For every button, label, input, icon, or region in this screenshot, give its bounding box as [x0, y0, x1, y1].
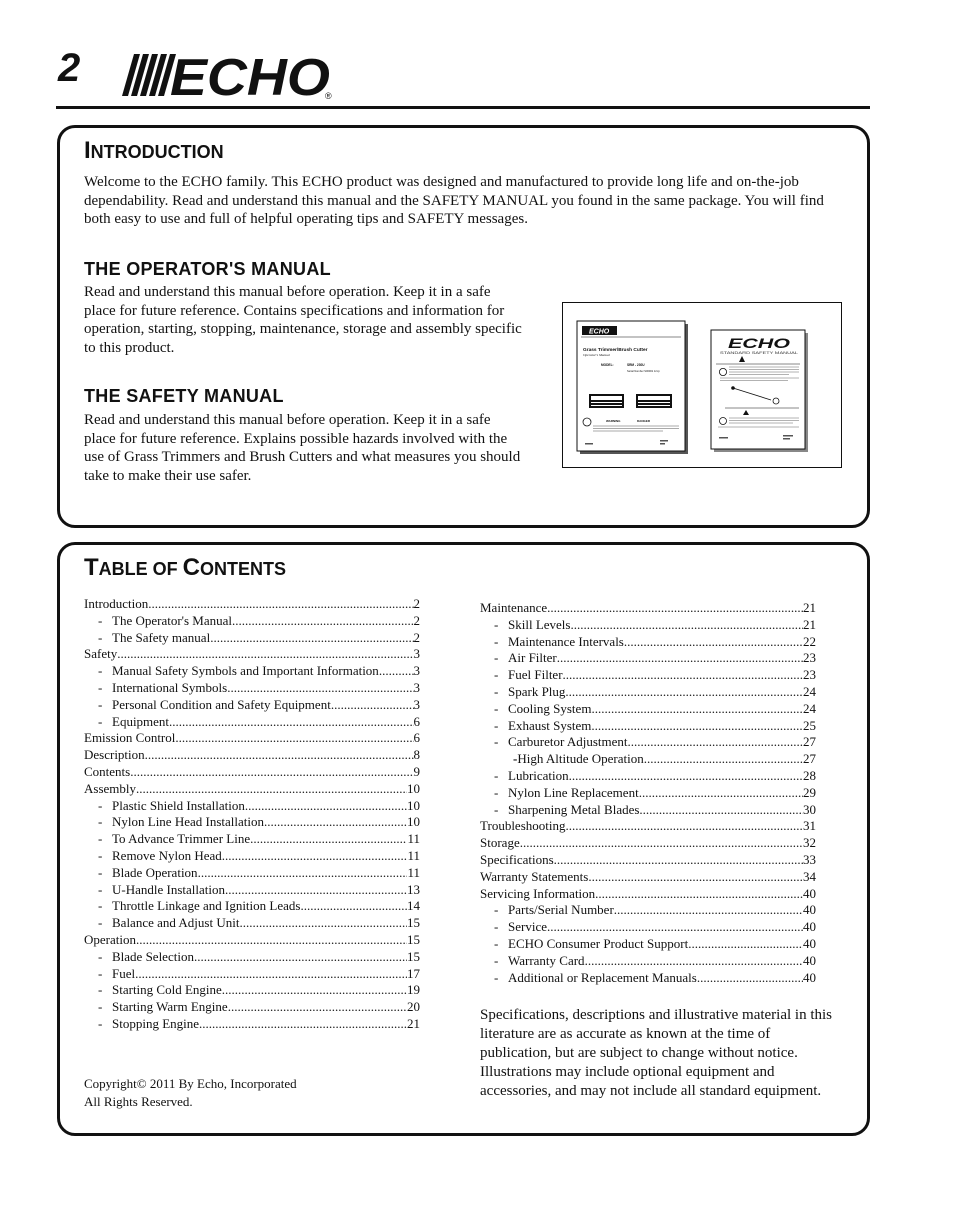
toc-leader-dots: [624, 634, 803, 651]
manual-covers-illustration: [562, 302, 842, 468]
toc-leader-dots: [565, 684, 803, 701]
toc-dash: -: [494, 700, 499, 716]
toc-entry-page: 3: [413, 679, 420, 695]
toc-entry: [480, 701, 816, 718]
toc-dash: -: [98, 864, 103, 880]
toc-leader-dots: [225, 882, 407, 899]
toc-entry: [480, 902, 816, 919]
toc-dash: -: [494, 784, 499, 800]
toc-dash: -: [513, 751, 518, 767]
toc-entry-label: Stopping Engine: [112, 1015, 200, 1031]
toc-entry-page: 11: [407, 864, 420, 880]
toc-entry: [480, 835, 816, 852]
toc-entry-page: 40: [803, 952, 816, 968]
toc-leader-dots: [547, 600, 803, 617]
toc-leader-dots: [569, 768, 803, 785]
toc-entry-page: 40: [803, 902, 816, 918]
toc-dash: -: [98, 999, 103, 1015]
toc-entry-page: 6: [413, 730, 420, 746]
toc-entry-page: 6: [413, 713, 420, 729]
toc-entry-page: 8: [413, 747, 420, 763]
toc-entry: [480, 617, 816, 634]
toc-dash: -: [494, 616, 499, 632]
toc-leader-dots: [644, 751, 803, 768]
toc-entry-label: Starting Warm Engine: [112, 999, 228, 1015]
toc-entry-label: Maintenance: [480, 600, 548, 615]
toc-entry-page: 10: [407, 780, 420, 796]
toc-entry-page: 2: [413, 629, 420, 645]
toc-entry-page: 21: [803, 616, 816, 632]
toc-entry: [84, 697, 420, 714]
toc-entry-label: Blade Operation: [112, 864, 198, 880]
toc-entry: [480, 970, 816, 987]
toc-entry: [480, 886, 816, 903]
toc-entry-page: 13: [407, 881, 420, 897]
toc-leader-dots: [169, 714, 413, 731]
toc-entry-page: 23: [803, 650, 816, 666]
toc-entry: [480, 953, 816, 970]
toc-entry: [480, 667, 816, 684]
toc-entry-page: 21: [803, 600, 816, 615]
toc-leader-dots: [557, 650, 803, 667]
toc-dash: -: [494, 969, 499, 985]
toc-entry-label: Manual Safety Symbols and Important Information: [112, 663, 379, 679]
svg-text:Serial Number S00001 & Up: Serial Number S00001 & Up: [627, 370, 660, 373]
toc-right-column: [480, 600, 816, 986]
toc-leader-dots: [688, 936, 803, 953]
toc-leader-dots: [595, 886, 803, 903]
toc-dash: -: [98, 982, 103, 998]
copyright-line: Copyright© 2011 By Echo, Incorporated: [84, 1076, 297, 1091]
toc-entry-label: Air Filter: [508, 650, 557, 666]
toc-entry: [480, 852, 816, 869]
toc-entry-label: Equipment: [112, 713, 170, 729]
toc-entry: [84, 798, 420, 815]
toc-entry-label: International Symbols: [112, 679, 228, 695]
toc-leader-dots: [136, 932, 407, 949]
toc-entry-page: 17: [407, 965, 420, 981]
toc-entry: [84, 680, 420, 697]
operators-manual-heading: THE OPERATOR'S MANUAL: [84, 259, 331, 279]
specifications-disclaimer: Specifications, descriptions and illustrative material in this literature are as accurate as known at the time of publication, but are subject to change without notice. Illustrations may include optional equipment and accessories, and may not include all standard equipment.: [480, 1007, 833, 1099]
toc-entry: [480, 802, 816, 819]
toc-entry: [480, 751, 816, 768]
toc-leader-dots: [222, 848, 408, 865]
toc-leader-dots: [210, 630, 413, 647]
toc-leader-dots: [614, 902, 803, 919]
toc-entry: [84, 596, 420, 613]
toc-entry: [84, 747, 420, 764]
toc-leader-dots: [554, 852, 803, 869]
toc-leader-dots: [264, 814, 407, 831]
toc-entry: [480, 718, 816, 735]
toc-entry-label: Specifications: [480, 851, 554, 867]
toc-leader-dots: [570, 617, 803, 634]
toc-leader-dots: [232, 613, 413, 630]
toc-leader-dots: [198, 865, 408, 882]
toc-entry: [84, 764, 420, 781]
toc-entry-page: 32: [803, 835, 816, 851]
toc-dash: -: [494, 717, 499, 733]
toc-entry-label: Sharpening Metal Blades: [508, 801, 640, 817]
toc-entry-label: Plastic Shield Installation: [112, 797, 245, 813]
toc-entry-label: Contents: [84, 763, 131, 779]
toc-entry-page: 3: [413, 646, 420, 662]
svg-text:Operator's Manual: Operator's Manual: [583, 353, 610, 357]
toc-leader-dots: [136, 781, 407, 798]
table-of-contents-title: TABLE OF CONTENTS: [84, 554, 287, 581]
toc-entry-page: 19: [407, 982, 420, 998]
toc-dash: -: [494, 801, 499, 817]
toc-entry-page: 24: [803, 683, 816, 699]
toc-entry-page: 11: [407, 847, 420, 863]
toc-entry: [84, 966, 420, 983]
svg-text:SRM - 230U: SRM - 230U: [627, 363, 645, 367]
toc-dash: -: [494, 767, 499, 783]
toc-entry-page: 3: [413, 696, 420, 712]
toc-entry-label: Parts/Serial Number: [508, 902, 614, 918]
toc-leader-dots: [117, 646, 413, 663]
toc-entry: [84, 613, 420, 630]
toc-entry-label: Carburetor Adjustment: [508, 734, 628, 750]
toc-entry: [84, 915, 420, 932]
toc-entry-page: 23: [803, 667, 816, 683]
copyright-notice: [84, 1075, 297, 1110]
toc-entry-label: Warranty Card: [508, 952, 585, 968]
toc-dash: -: [98, 915, 103, 931]
toc-entry-page: 10: [407, 797, 420, 813]
toc-entry-page: 31: [803, 818, 816, 834]
toc-entry-label: Warranty Statements: [480, 868, 589, 884]
toc-entry: [480, 684, 816, 701]
toc-entry-label: Spark Plug: [508, 683, 566, 699]
toc-entry-page: 22: [803, 633, 816, 649]
safety-manual-heading: THE SAFETY MANUAL: [84, 386, 284, 406]
toc-dash: -: [494, 633, 499, 649]
toc-leader-dots: [250, 831, 407, 848]
toc-entry-page: 40: [803, 919, 816, 935]
toc-entry: [480, 634, 816, 651]
toc-leader-dots: [145, 747, 414, 764]
toc-entry-label: The Operator's Manual: [112, 612, 233, 628]
toc-entry: [84, 663, 420, 680]
toc-entry-label: Fuel: [112, 965, 136, 981]
toc-entry: [84, 865, 420, 882]
toc-entry-label: To Advance Trimmer Line: [112, 831, 251, 847]
toc-leader-dots: [331, 697, 414, 714]
toc-leader-dots: [639, 785, 803, 802]
toc-leader-dots: [591, 718, 803, 735]
toc-entry: [84, 630, 420, 647]
toc-entry-label: Description: [84, 747, 145, 763]
toc-entry-label: Exhaust System: [508, 717, 592, 733]
toc-dash: -: [98, 814, 103, 830]
toc-dash: -: [98, 696, 103, 712]
toc-leader-dots: [228, 999, 407, 1016]
toc-dash: -: [494, 902, 499, 918]
toc-dash: -: [98, 797, 103, 813]
toc-leader-dots: [194, 949, 407, 966]
toc-entry: [84, 999, 420, 1016]
toc-dash: -: [494, 734, 499, 750]
toc-entry-label: High Altitude Operation: [517, 751, 644, 767]
toc-dash: -: [98, 679, 103, 695]
toc-dash: -: [98, 1015, 103, 1031]
toc-leader-dots: [148, 596, 413, 613]
toc-dash: -: [494, 935, 499, 951]
toc-leader-dots: [135, 966, 407, 983]
toc-entry-page: 25: [803, 717, 816, 733]
toc-dash: -: [98, 629, 103, 645]
toc-leader-dots: [563, 667, 803, 684]
toc-entry: [480, 919, 816, 936]
toc-leader-dots: [175, 730, 413, 747]
toc-entry-label: Operation: [84, 931, 136, 947]
echo-logo: [120, 52, 342, 100]
toc-entry-page: 21: [407, 1015, 420, 1031]
toc-entry-page: 40: [803, 935, 816, 951]
toc-leader-dots: [199, 1016, 407, 1033]
toc-entry: [480, 936, 816, 953]
toc-entry-page: 27: [803, 751, 816, 767]
svg-text:ECHO: ECHO: [589, 328, 610, 336]
toc-entry: [480, 785, 816, 802]
toc-entry-label: Fuel Filter: [508, 667, 563, 683]
toc-leader-dots: [222, 982, 407, 999]
toc-entry-page: 2: [413, 596, 420, 611]
toc-entry: [480, 818, 816, 835]
toc-dash: -: [98, 847, 103, 863]
toc-dash: -: [98, 965, 103, 981]
toc-entry: [84, 932, 420, 949]
toc-leader-dots: [379, 663, 414, 680]
toc-entry-label: Assembly: [84, 780, 136, 796]
toc-entry-page: 3: [413, 663, 420, 679]
toc-entry-page: 2: [413, 612, 420, 628]
toc-entry: [480, 650, 816, 667]
toc-entry-label: Throttle Linkage and Ignition Leads: [112, 898, 301, 914]
operators-manual-body: Read and understand this manual before operation. Keep it in a safe place for future reference. Contains specifications and information for operation, starting, stopping, maintenance, storage and assembly specific to this product.: [84, 284, 522, 356]
toc-entry-page: 34: [803, 868, 816, 884]
toc-dash: -: [494, 683, 499, 699]
toc-entry-label: Remove Nylon Head: [112, 847, 222, 863]
header-rule: [56, 106, 870, 109]
toc-entry-label: Storage: [480, 835, 520, 851]
toc-leader-dots: [591, 701, 803, 718]
toc-leader-dots: [697, 970, 803, 987]
toc-entry: [84, 831, 420, 848]
toc-entry-label: The Safety manual: [112, 629, 211, 645]
toc-entry-label: Starting Cold Engine: [112, 982, 222, 998]
toc-entry: [84, 982, 420, 999]
toc-entry-label: Blade Selection: [112, 948, 194, 964]
toc-entry-label: Safety: [84, 646, 118, 662]
toc-dash: -: [98, 948, 103, 964]
toc-entry: [84, 714, 420, 731]
toc-leader-dots: [565, 818, 803, 835]
toc-dash: -: [98, 881, 103, 897]
toc-leader-dots: [520, 835, 803, 852]
toc-entry-label: Emission Control: [84, 730, 176, 746]
toc-entry-label: Balance and Adjust Unit: [112, 915, 240, 931]
toc-entry: [84, 949, 420, 966]
operators-manual-cover: [577, 321, 688, 454]
toc-entry: [480, 768, 816, 785]
toc-entry: [84, 646, 420, 663]
svg-text:Grass Trimmer/Brush Cutter: Grass Trimmer/Brush Cutter: [583, 348, 648, 353]
toc-entry-label: ECHO Consumer Product Support: [508, 935, 689, 951]
toc-dash: -: [494, 667, 499, 683]
toc-entry-page: 30: [803, 801, 816, 817]
toc-entry-page: 20: [407, 999, 420, 1015]
toc-entry-label: Nylon Line Replacement: [508, 784, 639, 800]
toc-dash: -: [494, 952, 499, 968]
toc-dash: -: [494, 650, 499, 666]
toc-leader-dots: [588, 869, 803, 886]
toc-entry-label: Cooling System: [508, 700, 592, 716]
toc-entry-label: Troubleshooting: [480, 818, 566, 834]
toc-entry-label: Service: [508, 919, 547, 935]
toc-entry-page: 28: [803, 767, 816, 783]
introduction-body: Welcome to the ECHO family. This ECHO product was designed and manufactured to provide long life and on-the-job dependability. Read and understand this manual and the SAFETY MANUAL you found in the same package. You will find both easy to use and full of helpful operating tips and SAFETY messages.: [84, 174, 824, 227]
safety-manual-cover: [711, 330, 808, 452]
svg-text:STANDARD SAFETY MANUAL: STANDARD SAFETY MANUAL: [720, 351, 799, 355]
toc-leader-dots: [130, 764, 413, 781]
toc-entry: [84, 882, 420, 899]
toc-entry-page: 10: [407, 814, 420, 830]
toc-leader-dots: [639, 802, 803, 819]
toc-entry: [84, 814, 420, 831]
toc-leader-dots: [547, 919, 803, 936]
toc-entry-label: U-Handle Installation: [112, 881, 225, 897]
toc-entry: [84, 898, 420, 915]
toc-entry-page: 11: [407, 831, 420, 847]
toc-entry-page: 15: [407, 931, 420, 947]
toc-dash: -: [494, 919, 499, 935]
toc-leader-dots: [227, 680, 413, 697]
toc-entry-label: Nylon Line Head Installation: [112, 814, 264, 830]
svg-text:WARNING: WARNING: [606, 419, 621, 423]
toc-leader-dots: [300, 898, 407, 915]
page-number: 2: [58, 46, 81, 90]
toc-dash: -: [98, 713, 103, 729]
toc-entry: [480, 600, 816, 617]
svg-text:ECHO: ECHO: [170, 52, 330, 100]
toc-entry-page: 9: [413, 763, 420, 779]
toc-left-column: [84, 596, 420, 1033]
svg-text:MODEL:: MODEL:: [601, 363, 614, 367]
toc-leader-dots: [239, 915, 407, 932]
toc-entry-label: Maintenance Intervals: [508, 633, 624, 649]
toc-entry: [480, 734, 816, 751]
toc-entry-label: Additional or Replacement Manuals: [508, 969, 697, 985]
toc-dash: -: [98, 831, 103, 847]
toc-entry-page: 15: [407, 915, 420, 931]
toc-leader-dots: [245, 798, 407, 815]
toc-entry: [84, 848, 420, 865]
toc-leader-dots: [628, 734, 803, 751]
toc-entry: [480, 869, 816, 886]
svg-text:ECHO: ECHO: [728, 335, 791, 351]
safety-manual-body: Read and understand this manual before operation. Keep it in a safe place for future reference. Explains possible hazards involved with the use of Grass Trimmers and Brush Cutters and what measures you should take to make their use safer.: [84, 412, 521, 484]
toc-entry-page: 24: [803, 700, 816, 716]
toc-entry-page: 40: [803, 885, 816, 901]
svg-text:®: ®: [325, 91, 332, 100]
toc-dash: -: [98, 612, 103, 628]
svg-text:DANGER: DANGER: [637, 419, 651, 423]
toc-entry-label: Introduction: [84, 596, 149, 611]
toc-entry: [84, 730, 420, 747]
toc-dash: -: [98, 898, 103, 914]
rights-line: All Rights Reserved.: [84, 1093, 193, 1109]
toc-dash: -: [98, 663, 103, 679]
toc-entry-page: 40: [803, 969, 816, 985]
toc-entry-page: 15: [407, 948, 420, 964]
toc-entry-label: Servicing Information: [480, 885, 596, 901]
toc-leader-dots: [585, 953, 803, 970]
toc-entry-page: 33: [803, 851, 816, 867]
toc-entry: [84, 1016, 420, 1033]
toc-entry-page: 29: [803, 784, 816, 800]
toc-entry-label: Personal Condition and Safety Equipment: [112, 696, 331, 712]
toc-entry-label: Skill Levels: [508, 616, 571, 632]
toc-entry-label: Lubrication: [508, 767, 569, 783]
toc-entry: [84, 781, 420, 798]
toc-entry-page: 14: [407, 898, 420, 914]
toc-entry-page: 27: [803, 734, 816, 750]
introduction-title: INTRODUCTION: [84, 137, 224, 164]
